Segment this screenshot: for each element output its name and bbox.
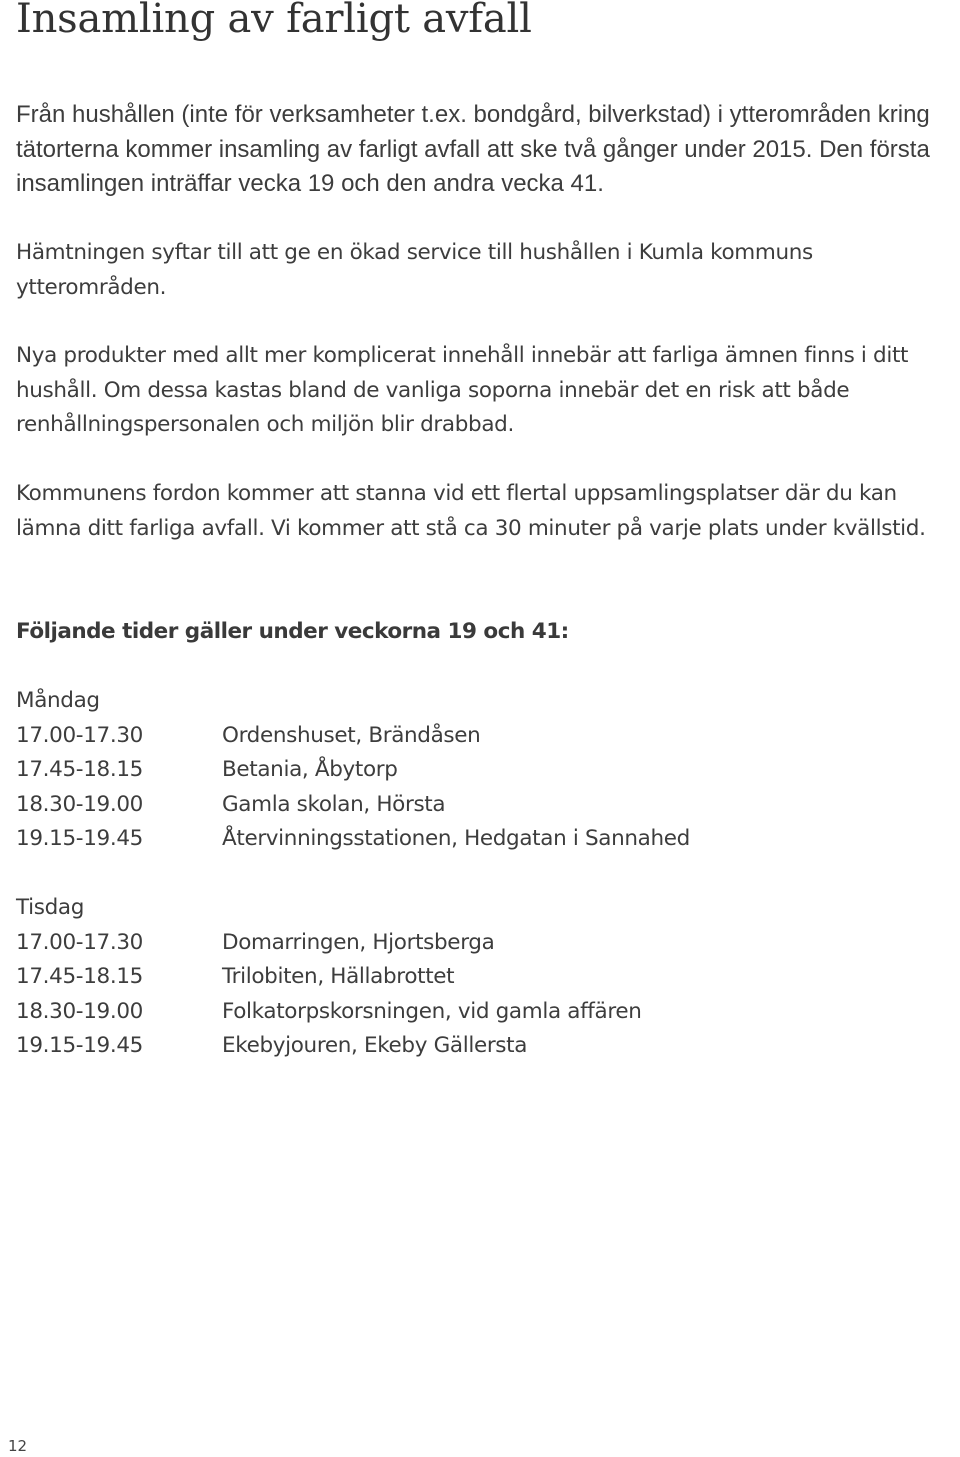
schedule-row bbox=[16, 753, 690, 788]
stop-place: Domarringen, Hjortsberga bbox=[222, 929, 495, 955]
schedule-row bbox=[16, 995, 642, 1030]
schedule-row bbox=[16, 822, 690, 857]
schedule-row bbox=[16, 788, 690, 823]
intro-paragraph: Från hushållen (inte för verksamheter t.ex. bondgård, bilverkstad) i ytterområden kring tätorterna kommer insamling av farligt avfall att ske två gånger under 2015. Den första insamlingen inträffar vecka 19 och den andra vecka 41. bbox=[16, 101, 930, 197]
service-paragraph: Hämtningen syftar till att ge en ökad service till hushållen i Kumla kommuns ytterområden. bbox=[16, 240, 813, 300]
schedule-row bbox=[16, 960, 642, 995]
stop-time: 18.30-19.00 bbox=[16, 791, 144, 817]
schedule-heading: Följande tider gäller under veckorna 19 och 41: bbox=[16, 619, 569, 644]
collection-paragraph: Kommunens fordon kommer att stanna vid ett flertal uppsamlingsplatser där du kan lämna ditt farliga avfall. Vi kommer att stå ca 30 minuter på varje plats under kvällstid. bbox=[16, 481, 926, 541]
day-name: Tisdag bbox=[16, 895, 85, 920]
stop-place: Ekebyjouren, Ekeby Gällersta bbox=[222, 1033, 528, 1058]
stop-time: 17.00-17.30 bbox=[16, 929, 144, 955]
stop-place: Återvinningsstationen, Hedgatan i Sannahed bbox=[222, 826, 690, 851]
schedule-row bbox=[16, 926, 642, 961]
stop-time: 18.30-19.00 bbox=[16, 998, 144, 1024]
hazard-paragraph: Nya produkter med allt mer komplicerat innehåll innebär att farliga ämnen finns i ditt hushåll. Om dessa kastas bland de vanliga soporna innebär det en risk att både renhållningspersonalen och miljön blir drabbad. bbox=[16, 343, 909, 437]
stop-place: Trilobiten, Hällabrottet bbox=[222, 964, 455, 989]
stop-time: 17.00-17.30 bbox=[16, 722, 144, 748]
schedule-day-tuesday bbox=[16, 891, 642, 1064]
stop-place: Gamla skolan, Hörsta bbox=[222, 791, 446, 817]
schedule-row bbox=[16, 1029, 642, 1064]
stop-time: 17.45-18.15 bbox=[16, 757, 144, 782]
stop-place: Betania, Åbytorp bbox=[222, 757, 398, 782]
page-number: 12 bbox=[8, 1437, 28, 1455]
schedule-row bbox=[16, 719, 690, 754]
stop-place: Folkatorpskorsningen, vid gamla affären bbox=[222, 998, 642, 1024]
day-name: Måndag bbox=[16, 688, 100, 713]
stop-time: 19.15-19.45 bbox=[16, 1033, 144, 1058]
page-title: Insamling av farligt avfall bbox=[16, 0, 532, 42]
schedule-day-monday bbox=[16, 684, 690, 857]
stop-time: 17.45-18.15 bbox=[16, 964, 144, 989]
stop-place: Ordenshuset, Brändåsen bbox=[222, 722, 481, 748]
stop-time: 19.15-19.45 bbox=[16, 826, 144, 851]
